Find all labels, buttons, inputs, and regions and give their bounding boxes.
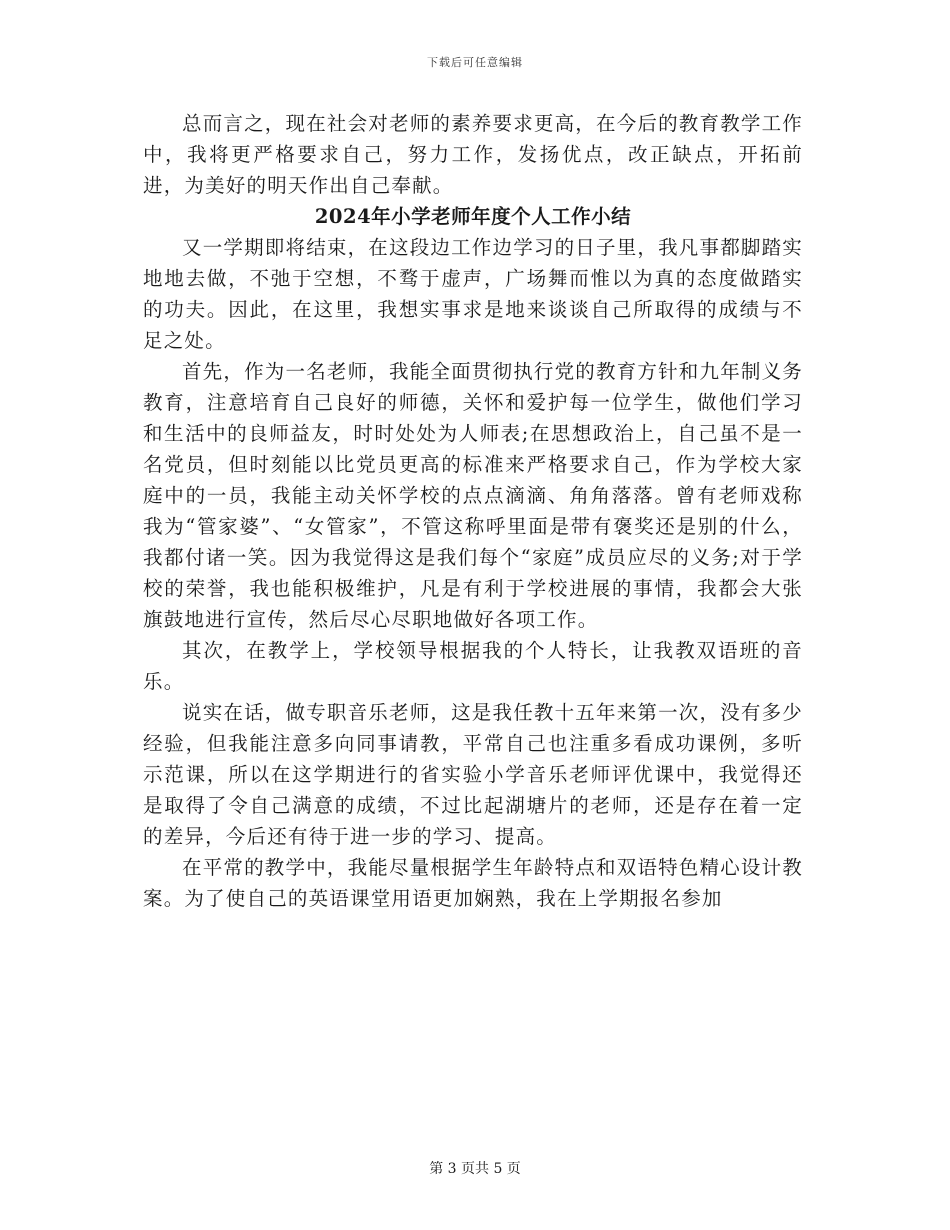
page-header-note: 下载后可任意编辑 bbox=[427, 56, 523, 69]
document-body bbox=[143, 108, 803, 914]
paragraph-second: 其次，在教学上，学校领导根据我的个人特长，让我教双语班的音乐。 bbox=[143, 639, 803, 693]
paragraph-first: 首先，作为一名老师，我能全面贯彻执行党的教育方针和九年制义务教育，注意培育自己良好的师德，关怀和爱护每一位学生，做他们学习和生活中的良师益友，时时处处为人师表;在思想政治上，自己虽不是一名党员，但时刻能以比党员更高的标准来严格要求自己，作为学校大家庭中的一员，我能主动关怀学校的点点滴滴、角角落落。曾有老师戏称我为“管家婆”、“女管家”，不管这称呼里面是带有褒奖还是别的什么，我都付诸一笑。因为我觉得这是我们每个“家庭”成员应尽的义务;对于学校的荣誉，我也能积极维护，凡是有利于学校进展的事情，我都会大张旗鼓地进行宣传，然后尽心尽职地做好各项工作。 bbox=[143, 360, 804, 631]
paragraph-teaching: 在平常的教学中，我能尽量根据学生年龄特点和双语特色精心设计教案。为了使自己的英语课堂用语更加娴熟，我在上学期报名参加 bbox=[143, 856, 804, 910]
paragraph-experience: 说实在话，做专职音乐老师，这是我任教十五年来第一次，没有多少经验，但我能注意多向同事请教，平常自己也注重多看成功课例，多听示范课，所以在这学期进行的省实验小学音乐老师评优课中，我觉得还是取得了令自己满意的成绩，不过比起湖塘片的老师，还是存在着一定的差异，今后还有待于进一步的学习、提高。 bbox=[143, 701, 804, 848]
section-title: 2024年小学老师年度个人工作小结 bbox=[314, 205, 632, 228]
paragraph-intro: 又一学期即将结束，在这段边工作边学习的日子里，我凡事都脚踏实地地去做，不弛于空想，不骛于虚声，广场舞而惟以为真的态度做踏实的功夫。因此，在这里，我想实事求是地来谈谈自己所取得的成绩与不足之处。 bbox=[143, 236, 804, 352]
paragraph-conclusion: 总而言之，现在社会对老师的素养要求更高，在今后的教育教学工作中，我将更严格要求自己，努力工作，发扬优点，改正缺点，开拓前进，为美好的明天作出自己奉献。 bbox=[143, 112, 804, 197]
page-number: 第 3 页共 5 页 bbox=[429, 1161, 521, 1177]
